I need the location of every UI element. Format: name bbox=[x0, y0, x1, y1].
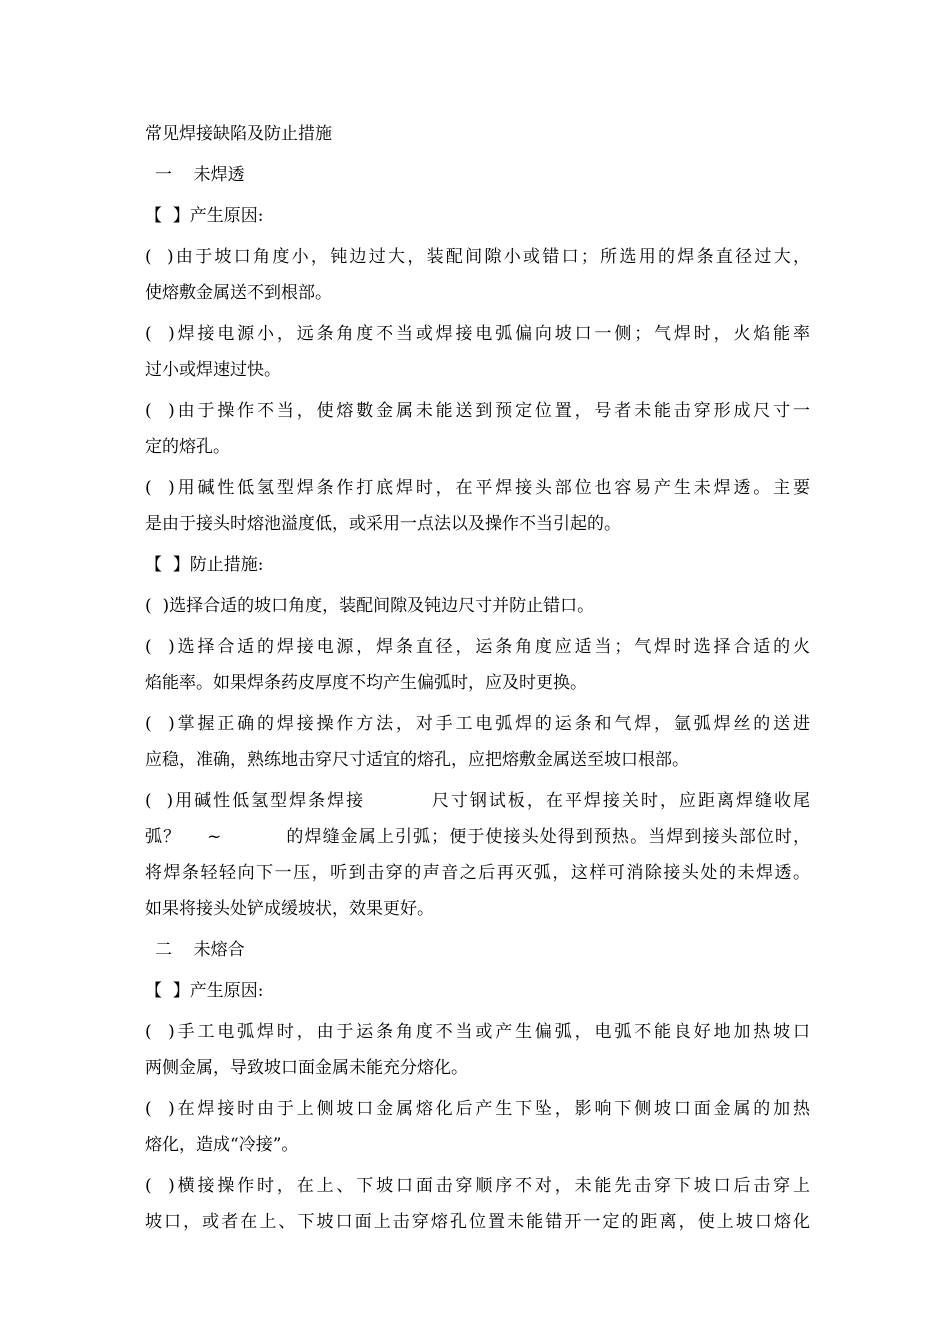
paragraph-line: 坡口，或者在上、下坡口面上击穿熔孔位置未能错开一定的距离，使上坡口熔化 bbox=[145, 1212, 810, 1232]
paragraph-line: 定的熔孔。 bbox=[145, 437, 230, 457]
paragraph-line: ( )掌握正确的焊接操作方法，对手工电弧焊的运条和气焊，氩弧焊丝的送进 bbox=[145, 714, 810, 734]
causes-label: 【 】产生原因: bbox=[145, 981, 264, 1001]
paragraph-line: 焰能率。如果焊条药皮厚度不均产生偏弧时，应及时更换。 bbox=[145, 673, 587, 693]
causes-label: 【 】产生原因: bbox=[145, 206, 264, 226]
paragraph-line: ( )手工电弧焊时，由于运条角度不当或产生偏弧，电弧不能良好地加热坡口 bbox=[145, 1022, 810, 1042]
paragraph-line: 应稳，准确，熟练地击穿尺寸适宜的熔孔，应把熔敷金属送至坡口根部。 bbox=[145, 750, 689, 770]
measures-label: 【 】防止措施: bbox=[145, 555, 264, 575]
paragraph-line: 过小或焊速过快。 bbox=[145, 360, 281, 380]
paragraph-line: ( )焊接电源小，远条角度不当或焊接电弧偏向坡口一侧；气焊时，火焰能率 bbox=[145, 324, 810, 344]
paragraph-line: ( )用碱性低氢型焊条焊接 尺寸钢试板，在平焊接关时，应距离焊缝收尾 bbox=[145, 791, 810, 811]
document-body bbox=[145, 116, 810, 1240]
paragraph-line: ( )选择合适的坡口角度，装配间隙及钝边尺寸并防止错口。 bbox=[145, 596, 595, 616]
paragraph-line: 使熔敷金属送不到根部。 bbox=[145, 283, 332, 303]
paragraph-line: 熔化，造成“冷接”。 bbox=[145, 1135, 299, 1155]
paragraph-line: ( )在焊接时由于上侧坡口金属熔化后产生下坠，影响下侧坡口面金属的加热 bbox=[145, 1099, 810, 1119]
paragraph-line: 弧？ ~ 的焊缝金属上引弧；便于使接头处得到预热。当焊到接头部位时， bbox=[145, 827, 810, 847]
paragraph-line: ( )用碱性低氢型焊条作打底焊时，在平焊接头部位也容易产生未焊透。主要 bbox=[145, 478, 810, 498]
paragraph-line: 将焊条轻轻向下一压，听到击穿的声音之后再灭弧，这样可消除接头处的未焊透。 bbox=[145, 863, 810, 883]
paragraph-line: ( )横接操作时，在上、下坡口面击穿顺序不对，未能先击穿下坡口后击穿上 bbox=[145, 1176, 810, 1196]
section-heading: 二 未熔合 bbox=[155, 940, 245, 960]
paragraph-line: 两侧金属，导致坡口面金属未能充分熔化。 bbox=[145, 1058, 468, 1078]
paragraph-line: ( )由于坡口角度小，钝边过大，装配间隙小或错口；所选用的焊条直径过大， bbox=[145, 247, 810, 267]
document-title: 常见焊接缺陷及防止措施 bbox=[145, 124, 332, 144]
paragraph-line: 是由于接头时熔池溢度低，或采用一点法以及操作不当引起的。 bbox=[145, 514, 621, 534]
paragraph-line: ( )由于操作不当，使熔數金属未能送到预定位置，号者未能击穿形成尺寸一 bbox=[145, 401, 810, 421]
paragraph-line: 如果将接头处铲成缓坡状，效果更好。 bbox=[145, 899, 434, 919]
paragraph-line: ( )选择合适的焊接电源，焊条直径，运条角度应适当；气焊时选择合适的火 bbox=[145, 637, 810, 657]
section-heading: 一 未焊透 bbox=[155, 165, 245, 185]
